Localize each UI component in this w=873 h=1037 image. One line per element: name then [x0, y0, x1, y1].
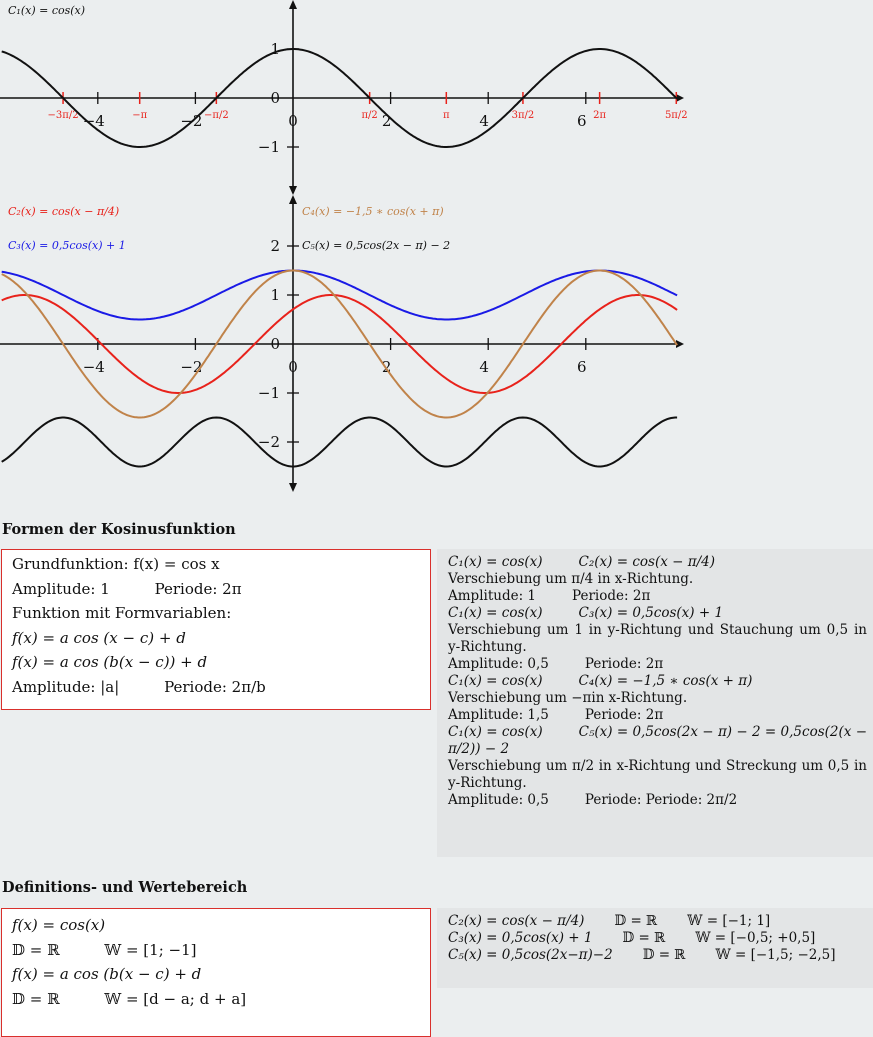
x-tick-label: 0 — [288, 112, 298, 130]
pi-tick-label: π — [443, 110, 450, 121]
y-tick-label: −1 — [257, 384, 280, 402]
y-tick-label: 0 — [270, 335, 280, 353]
amplitude-row — [12, 577, 420, 602]
periode-2: Periode: 2π/b — [164, 677, 266, 696]
domain-examples-box — [437, 908, 873, 988]
example-amp-row: Amplitude: 0,5 Periode: Periode: 2π/2 — [448, 792, 738, 808]
x-tick-label: 2 — [381, 358, 392, 376]
amplitude-2: Amplitude: |a| — [12, 677, 120, 696]
forms-example-2 — [448, 605, 867, 673]
pi-tick-label: −3π/2 — [47, 110, 79, 121]
example-amp-row: Amplitude: 0,5 Periode: 2π — [448, 656, 664, 672]
formvariablen: Funktion mit Formvariablen: — [12, 604, 232, 622]
pi-tick-label: 3π/2 — [511, 110, 535, 121]
domain-basic-box — [1, 908, 431, 1037]
domain-d1: 𝔻 = ℝ — [12, 940, 60, 959]
pi-tick-label: 5π/2 — [664, 110, 688, 121]
forms-examples-box — [437, 549, 873, 857]
chart-c1 — [0, 0, 873, 195]
forms-example-4 — [448, 724, 867, 809]
x-tick-label: 4 — [479, 112, 489, 130]
example-head: C₁(x) = cos(x) C₂(x) = cos(x − π/4) — [448, 554, 715, 570]
x-tick-label: 2 — [381, 112, 392, 130]
chart-c2-c5 — [0, 195, 873, 495]
formula-1: f(x) = a cos (x − c) + d — [12, 628, 186, 647]
series-label-c1: C₁(x) = cos(x) — [8, 4, 86, 17]
example-text: Verschiebung um π/2 in x-Richtung und Streckung um 0,5 in y-Richtung. — [448, 758, 867, 791]
y-tick-label: 0 — [270, 89, 280, 107]
domain-line-1: f(x) = cos(x) — [12, 916, 106, 934]
y-tick-label: −1 — [257, 138, 280, 156]
y-tick-label: 1 — [270, 40, 280, 58]
x-tick-label: 6 — [577, 112, 587, 130]
domain-example-3: C₅(x) = 0,5cos(2x−π)−2 𝔻 = ℝ 𝕎 = [−1,5; −2,5] — [448, 947, 836, 963]
example-head: C₁(x) = cos(x) C₄(x) = −1,5 ∗ cos(x + π) — [448, 673, 753, 689]
x-tick-label: −4 — [82, 358, 105, 376]
example-head: C₁(x) = cos(x) C₅(x) = 0,5cos(2x − π) − 2 = 0,5cos(2(x − π/2)) − 2 — [448, 724, 868, 757]
forms-basic-box — [1, 549, 431, 710]
forms-section-title: Formen der Kosinusfunktion — [2, 521, 236, 538]
x-tick-label: 4 — [479, 358, 489, 376]
forms-example-3 — [448, 673, 867, 724]
x-tick-label: −2 — [180, 358, 203, 376]
domain-line-2: f(x) = a cos (b(x − c) + d — [12, 965, 202, 983]
series-label-c2: C₂(x) = cos(x − π/4) — [8, 205, 120, 218]
domain-w2: 𝕎 = [d − a; d + a] — [104, 989, 247, 1008]
domain-example-1: C₂(x) = cos(x − π/4) 𝔻 = ℝ 𝕎 = [−1; 1] — [448, 913, 771, 929]
y-axis-arrow-bottom — [289, 483, 297, 492]
example-amp-row: Amplitude: 1,5 Periode: 2π — [448, 707, 664, 723]
x-tick-label: 6 — [577, 358, 587, 376]
series-label-c3: C₃(x) = 0,5cos(x) + 1 — [8, 239, 126, 252]
periode: Periode: 2π — [154, 579, 242, 598]
example-head: C₁(x) = cos(x) C₃(x) = 0,5cos(x) + 1 — [448, 605, 724, 621]
formula-2: f(x) = a cos (b(x − c)) + d — [12, 653, 208, 671]
y-tick-label: −2 — [257, 433, 280, 451]
example-text: Verschiebung um π/4 in x-Richtung. — [448, 571, 694, 587]
domain-w1: 𝕎 = [1; −1] — [104, 940, 197, 959]
y-axis-arrow-bottom — [289, 186, 297, 195]
pi-tick-label: 2π — [593, 110, 607, 121]
series-line-4 — [2, 418, 677, 467]
y-tick-label: 2 — [270, 237, 280, 255]
example-text: Verschiebung um 1 in y-Richtung und Stauchung um 0,5 in y-Richtung. — [448, 622, 867, 655]
amplitude-row-2 — [12, 675, 420, 700]
domain-example-2: C₃(x) = 0,5cos(x) + 1 𝔻 = ℝ 𝕎 = [−0,5; +0,5] — [448, 930, 816, 946]
x-tick-label: −4 — [82, 112, 105, 130]
pi-tick-label: π/2 — [361, 110, 378, 121]
example-text: Verschiebung um −πin x-Richtung. — [448, 690, 688, 706]
forms-example-1 — [448, 554, 867, 605]
series-label-c4: C₄(x) = −1,5 ∗ cos(x + π) — [302, 205, 444, 218]
domain-row-1 — [12, 938, 420, 963]
domain-row-2 — [12, 987, 420, 1012]
series-label-c5: C₅(x) = 0,5cos(2x − π) − 2 — [302, 239, 451, 252]
domain-d2: 𝔻 = ℝ — [12, 989, 60, 1008]
pi-tick-label: −π/2 — [204, 110, 229, 121]
domain-section-title: Definitions- und Wertebereich — [2, 879, 248, 896]
example-amp-row: Amplitude: 1 Periode: 2π — [448, 588, 651, 604]
y-tick-label: 1 — [270, 286, 280, 304]
amplitude: Amplitude: 1 — [12, 579, 110, 598]
y-axis-arrow-top — [289, 0, 297, 9]
x-tick-label: 0 — [288, 358, 298, 376]
grundfunktion: Grundfunktion: f(x) = cos x — [12, 555, 220, 573]
x-tick-label: −2 — [180, 112, 203, 130]
y-axis-arrow-top — [289, 195, 297, 204]
pi-tick-label: −π — [132, 110, 148, 121]
